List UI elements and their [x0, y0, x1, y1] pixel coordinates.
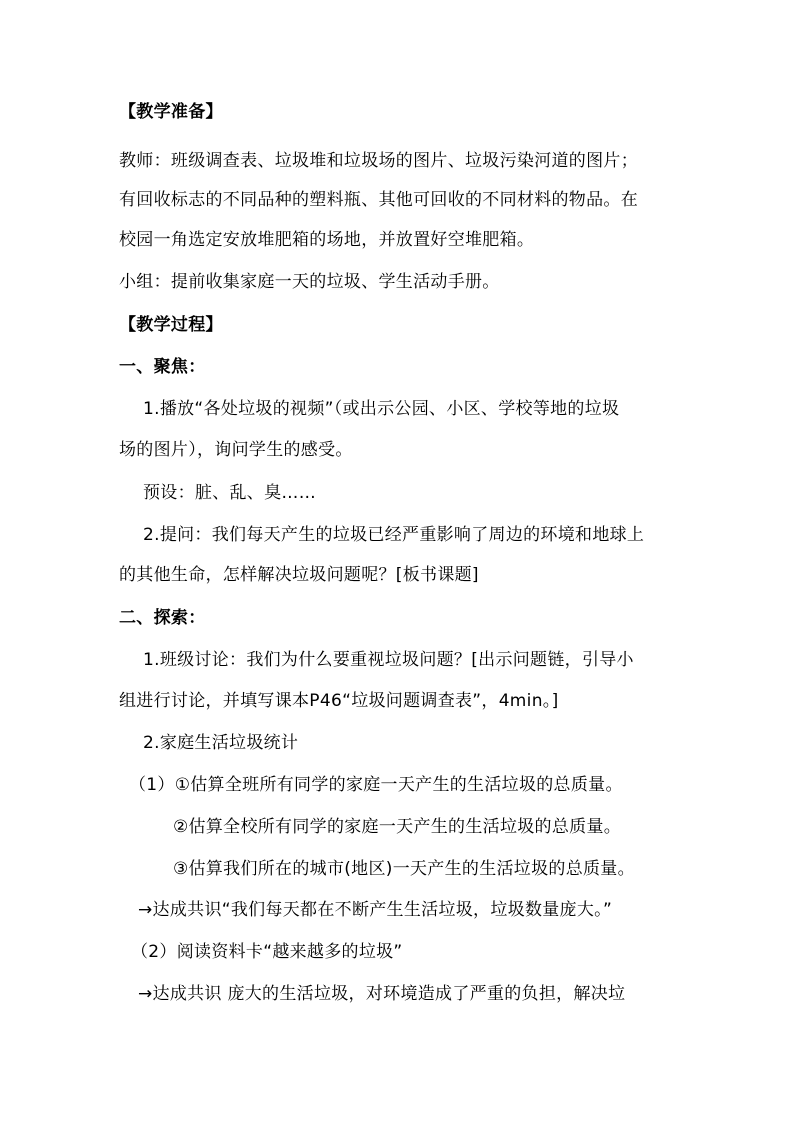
heading-teaching-process: 【教学过程】	[119, 315, 223, 335]
paragraph-line: （2）阅读资料卡“越来越多的垃圾”	[131, 942, 403, 962]
paragraph-line: 2.提问：我们每天产生的垃圾已经严重影响了周边的环境和地球上	[143, 525, 645, 545]
paragraph-line: 校园一角选定安放堆肥箱的场地，并放置好空堆肥箱。	[119, 230, 535, 250]
paragraph-line: 1.班级讨论：我们为什么要重视垃圾问题？[出示问题链，引导小	[143, 650, 634, 670]
section-heading-explore: 二、探索：	[119, 608, 206, 628]
heading-teaching-preparation: 【教学准备】	[119, 102, 223, 122]
paragraph-line: 1.播放“各处垃圾的视频”（或出示公园、小区、学校等地的垃圾	[143, 399, 620, 419]
paragraph-line: 有回收标志的不同品种的塑料瓶、其他可回收的不同材料的物品。在	[119, 190, 638, 210]
paragraph-line: 教师：班级调查表、垃圾堆和垃圾场的图片、垃圾污染河道的图片；	[119, 151, 638, 171]
paragraph-line: （1）①估算全班所有同学的家庭一天产生的生活垃圾的总质量。	[129, 775, 623, 795]
paragraph-line: ②估算全校所有同学的家庭一天产生的生活垃圾的总质量。	[173, 817, 622, 837]
section-heading-focus: 一、聚焦：	[119, 357, 206, 377]
paragraph-line: 组进行讨论，并填写课本P46“垃圾问题调查表”，4min。]	[119, 691, 559, 711]
paragraph-line: ③估算我们所在的城市(地区)一天产生的生活垃圾的总质量。	[173, 859, 635, 879]
paragraph-line: 场的图片），询问学生的感受。	[119, 440, 353, 460]
paragraph-line: 小组：提前收集家庭一天的垃圾、学生活动手册。	[119, 272, 500, 292]
paragraph-line: →达成共识 庞大的生活垃圾，对环境造成了严重的负担，解决垃	[138, 984, 626, 1004]
paragraph-line: 2.家庭生活垃圾统计	[143, 733, 299, 753]
paragraph-line: 的其他生命，怎样解决垃圾问题呢？[板书课题]	[119, 565, 479, 585]
paragraph-line: 预设：脏、乱、臭……	[143, 483, 316, 503]
paragraph-line: →达成共识“我们每天都在不断产生生活垃圾，垃圾数量庞大。”	[138, 900, 613, 920]
